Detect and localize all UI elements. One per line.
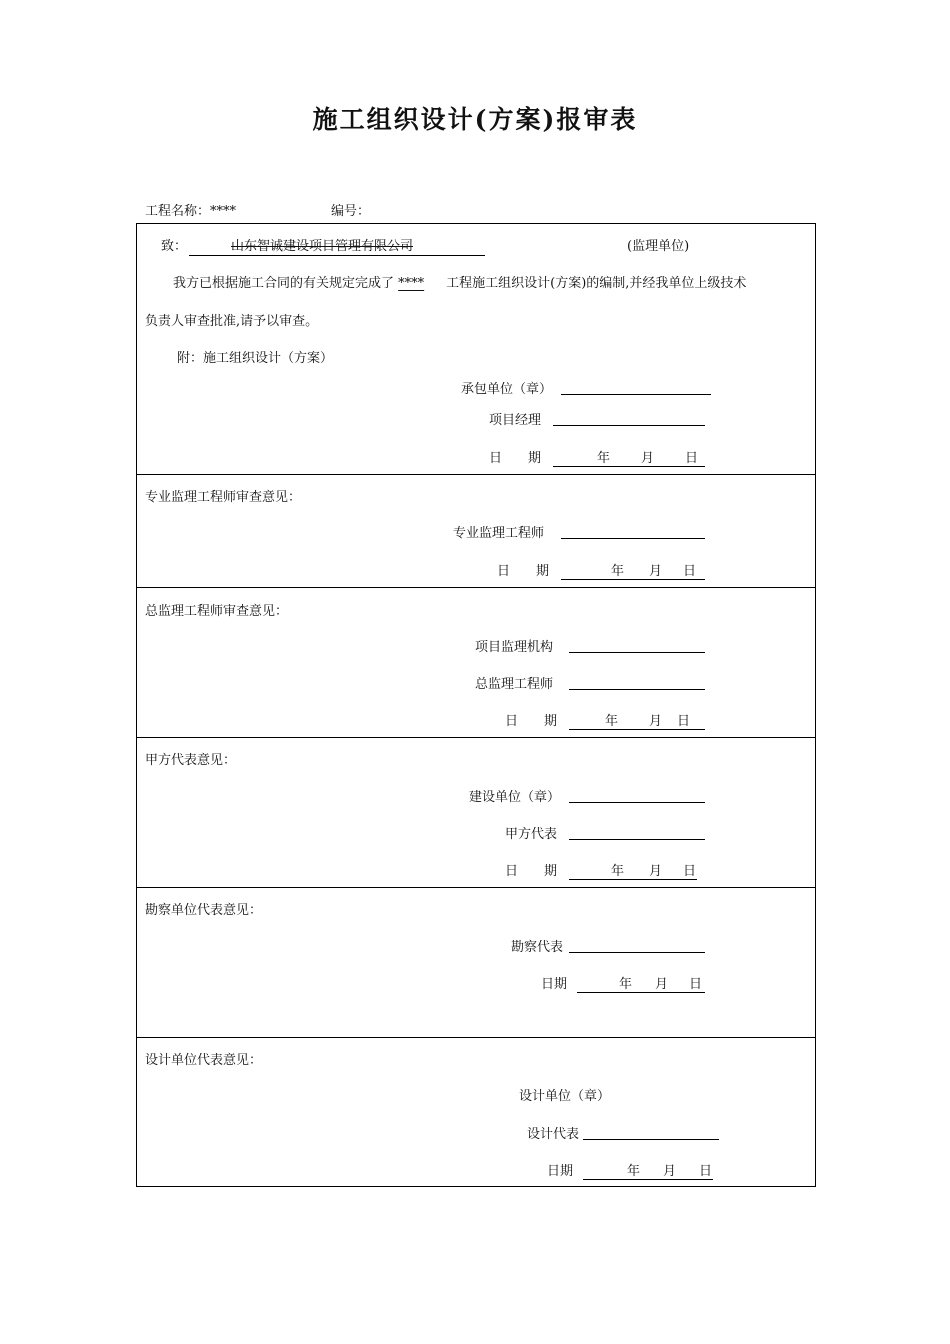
owner-section: [137, 737, 815, 887]
contractor-unit-label: 承包单位（章）: [461, 382, 553, 397]
chief-section: [137, 587, 815, 737]
chief-engineer-label: 总监理工程师: [475, 677, 554, 692]
chief-date-line: 年 月 日: [569, 714, 705, 730]
design-heading: 设计单位代表意见：: [145, 1053, 263, 1068]
chief-engineer-line: [569, 677, 705, 695]
survey-section: [137, 887, 815, 1037]
owner-heading: 甲方代表意见：: [145, 753, 237, 768]
supervision-unit-suffix: (监理单位): [627, 239, 690, 254]
project-manager-line: [553, 413, 705, 431]
specialist-section: [137, 474, 815, 587]
submission-text-2: 负责人审查批准,请予以审查。: [145, 314, 319, 329]
supervision-unit-name: 山东智诚建设项目管理有限公司: [231, 239, 414, 254]
contractor-date-label: 日 期: [489, 451, 542, 466]
submission-text-1: 我方已根据施工合同的有关规定完成了 **** 工程施工组织设计(方案)的编制,并经我单位上级技术: [173, 276, 747, 291]
to-label: 致：: [161, 239, 188, 254]
contractor-date-line: 年 月 日: [553, 451, 705, 467]
supervision-org-line: [569, 640, 705, 658]
survey-heading: 勘察单位代表意见：: [145, 903, 263, 918]
design-rep-label: 设计代表: [527, 1127, 580, 1142]
design-rep-line: [583, 1127, 719, 1145]
construction-unit-label: 建设单位（章）: [469, 790, 561, 805]
owner-rep-line: [569, 827, 705, 845]
contractor-section: [137, 224, 815, 474]
owner-date-line: 年 月 日: [569, 864, 697, 880]
design-section: [137, 1037, 815, 1187]
survey-date-label: 日期: [541, 977, 568, 992]
design-date-line: 年 月 日: [583, 1164, 713, 1180]
project-name-label: 工程名称：****: [145, 204, 237, 219]
survey-date-line: 年 月 日: [577, 977, 705, 993]
number-label: 编号：: [331, 204, 371, 219]
specialist-engineer-label: 专业监理工程师: [453, 526, 545, 541]
body-project-name: ****: [398, 276, 425, 291]
specialist-date-label: 日 期: [497, 564, 550, 579]
survey-rep-label: 勘察代表: [511, 940, 564, 955]
design-unit-label: 设计单位（章）: [519, 1089, 611, 1104]
review-form: [136, 223, 816, 1187]
chief-heading: 总监理工程师审查意见：: [145, 604, 289, 619]
to-line: [189, 239, 485, 256]
owner-date-label: 日 期: [505, 864, 558, 879]
specialist-date-line: 年 月 日: [561, 564, 705, 580]
supervision-org-label: 项目监理机构: [475, 640, 554, 655]
survey-rep-line: [569, 940, 705, 958]
contractor-unit-line: [561, 382, 711, 400]
construction-unit-line: [569, 790, 705, 808]
specialist-engineer-line: [561, 526, 705, 544]
attachment-note: 附：施工组织设计（方案）: [177, 351, 334, 366]
document-title: 施工组织设计(方案)报审表: [312, 105, 638, 134]
owner-rep-label: 甲方代表: [505, 827, 558, 842]
chief-date-label: 日 期: [505, 714, 558, 729]
design-date-label: 日期: [547, 1164, 574, 1179]
project-manager-label: 项目经理: [489, 413, 542, 428]
specialist-heading: 专业监理工程师审查意见：: [145, 490, 302, 505]
